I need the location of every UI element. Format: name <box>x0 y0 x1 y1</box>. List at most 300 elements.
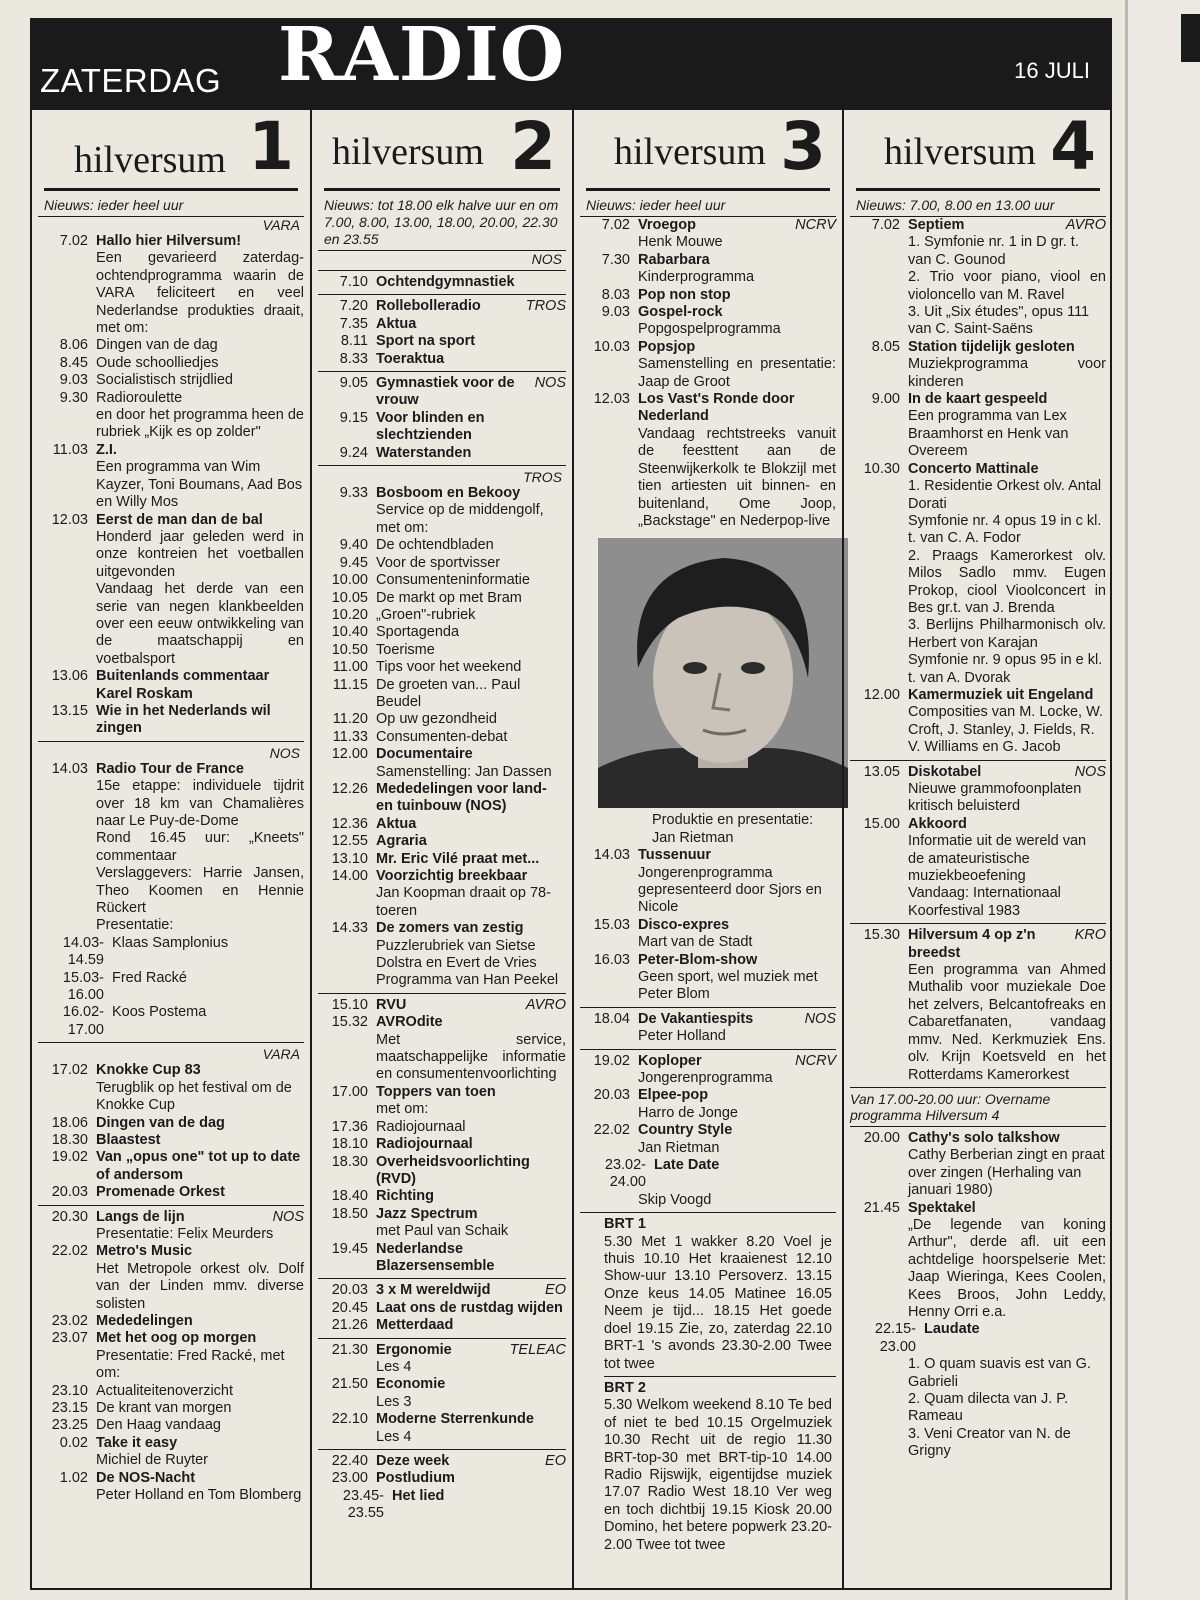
program-title <box>96 1243 304 1260</box>
program-text: 2. Trio voor piano, viool en violoncello van M. Ravel <box>908 269 1106 303</box>
program-time: 14.03 <box>593 847 630 864</box>
program-time: 20.00 <box>863 1129 900 1146</box>
program-time: 7.35 <box>339 315 368 332</box>
program-entry <box>850 704 1106 756</box>
program-entry <box>318 502 566 537</box>
program-text: Agraria <box>376 833 427 850</box>
program-time: 10.03 <box>593 338 630 355</box>
program-description <box>908 617 1106 652</box>
program-text: Geen sport, wel muziek met Peter Blom <box>638 968 818 1003</box>
program-time: 1.02 <box>59 1469 88 1486</box>
program-text: Spektakel <box>908 1199 976 1216</box>
portrait-photo-icon <box>598 538 848 808</box>
program-entry <box>318 298 566 315</box>
program-time <box>38 407 96 442</box>
program-entry <box>38 1226 304 1243</box>
program-time <box>38 1080 96 1115</box>
program-title <box>96 1184 304 1201</box>
program-description <box>638 1028 836 1045</box>
program-time: 12.03 <box>51 511 88 528</box>
program-entry <box>318 746 566 763</box>
program-title <box>376 781 566 816</box>
program-list <box>850 217 1106 1461</box>
program-title <box>924 1321 1106 1356</box>
program-title <box>638 217 836 234</box>
program-description <box>376 642 566 659</box>
program-time: 7.02 <box>871 217 900 233</box>
program-entry <box>580 1157 836 1192</box>
program-description <box>96 1383 304 1400</box>
program-text: Samenstelling en presentatie: Jaap de Groot <box>638 356 836 390</box>
program-title <box>376 746 566 763</box>
program-text: Laat ons de rustdag wijden <box>376 1299 563 1316</box>
program-description <box>376 572 566 589</box>
program-time <box>580 426 638 530</box>
divider <box>850 923 1106 924</box>
broadcaster-label: VARA <box>262 217 300 233</box>
program-text: 3. Berlijns Philharmonisch olv. Herbert von Karajan <box>908 617 1106 651</box>
program-time: 14.03 <box>51 760 88 777</box>
program-entry <box>318 572 566 589</box>
program-title <box>96 1330 304 1347</box>
program-text: Op uw gezondheid <box>376 711 497 728</box>
program-text: Symfonie nr. 9 opus 95 in e kl. t. van A. Dvorak <box>908 652 1103 686</box>
program-text: Popsjop <box>638 338 696 355</box>
program-text: Composities van M. Locke, W. Croft, J. Stanley, J. Fields, R. V. Williams en G. Jacob <box>908 704 1104 756</box>
photo-caption: Produktie en presentatie: Jan Rietman <box>652 812 814 846</box>
program-time: 21.26 <box>331 1317 368 1334</box>
broadcaster-label: NOS <box>269 744 300 761</box>
program-text: Een programma van Wim Kayzer, Toni Boumans, Aad Bos en Willy Mos <box>96 459 303 511</box>
program-text: AVROdite <box>376 1014 443 1031</box>
program-entry <box>38 372 304 389</box>
program-time <box>38 1261 96 1313</box>
program-description <box>96 778 304 830</box>
program-time: 19.02 <box>593 1052 630 1069</box>
program-text: Jongerenprogramma gepresenteerd door Sjors en Nicole <box>638 864 822 916</box>
program-text: Radio Tour de France <box>96 760 244 777</box>
program-text: Vroegop <box>638 217 697 233</box>
program-description <box>908 962 1106 1084</box>
program-time: 12.26 <box>331 780 368 797</box>
program-text: RVU <box>376 996 407 1013</box>
program-text: en door het programma heen de rubriek „Kijk es op zolder" <box>96 407 304 441</box>
program-entry <box>38 355 304 372</box>
program-time <box>318 764 376 781</box>
program-time: 22.10 <box>331 1411 368 1428</box>
program-text: 2. Quam dilecta van J. P. Rameau <box>908 1391 1069 1425</box>
program-description <box>376 659 566 676</box>
program-time <box>850 234 908 269</box>
program-text: Dingen van de dag <box>96 337 218 354</box>
program-time: 9.05 <box>339 375 368 392</box>
program-time: 20.30 <box>51 1208 88 1225</box>
column-heading <box>856 110 1100 191</box>
program-entry <box>318 1136 566 1153</box>
divider <box>318 1278 566 1279</box>
program-text: Aktua <box>376 315 417 332</box>
program-entry <box>38 1400 304 1417</box>
divider <box>318 371 566 372</box>
program-time: 11.00 <box>332 659 368 676</box>
program-entry <box>38 1080 304 1115</box>
divider <box>580 1212 836 1213</box>
page-header <box>30 12 1112 110</box>
divider <box>38 1042 304 1043</box>
divider <box>850 760 1106 761</box>
program-entry <box>850 1147 1106 1199</box>
program-entry <box>318 624 566 641</box>
program-text: Hilversum 4 op z'n breedst <box>908 927 1036 961</box>
program-entry <box>318 1453 566 1470</box>
program-entry <box>850 339 1106 356</box>
program-text: Toppers van toen <box>376 1083 496 1100</box>
program-entry <box>580 234 836 251</box>
program-entry <box>318 764 566 781</box>
program-entry <box>318 607 566 624</box>
program-entry <box>38 1209 304 1226</box>
program-text: Met het oog op morgen <box>96 1330 257 1347</box>
broadcaster-label: KRO <box>1074 927 1106 944</box>
program-text: De krant van morgen <box>96 1400 232 1416</box>
program-time <box>850 356 908 391</box>
program-time: 17.36 <box>331 1118 368 1135</box>
program-description <box>908 513 1106 548</box>
program-text: Consumenten-debat <box>376 728 508 745</box>
program-text: 1. Residentie Orkest olv. Antal Dorati <box>908 478 1102 512</box>
program-entry <box>580 356 836 391</box>
program-text: Het Metropole orkest olv. Dolf van der Linden mmv. diverse solisten <box>96 1260 304 1312</box>
program-entry <box>850 1130 1106 1147</box>
program-entry <box>580 969 836 1004</box>
program-text: Skip Voogd <box>638 1191 712 1208</box>
program-text: Tussenuur <box>638 847 712 864</box>
program-list <box>580 217 836 530</box>
program-time <box>318 1429 376 1446</box>
program-text: Disco-expres <box>638 916 730 933</box>
divider <box>318 465 566 466</box>
program-text: Vandaag het derde van een serie van negen klankbeelden over een eeuw ontwikkeling van de maatschappij en voetbalsport <box>96 581 304 667</box>
divider <box>38 741 304 742</box>
program-text: Presentatie: Fred Racké, met om: <box>96 1347 285 1382</box>
program-entry <box>38 970 304 1005</box>
program-text: Buitenlands commentaar Karel Roskam <box>96 668 270 702</box>
program-entry <box>38 1348 304 1383</box>
program-time <box>850 408 908 460</box>
program-time <box>580 1192 638 1209</box>
program-time: 11.15 <box>332 676 368 693</box>
program-time: 17.02 <box>51 1062 88 1079</box>
program-entry <box>850 781 1106 816</box>
program-entry <box>580 1087 836 1104</box>
program-time: 23.10 <box>51 1382 88 1399</box>
program-text: Mr. Eric Vilé praat met... <box>376 850 540 867</box>
program-time: 18.40 <box>331 1188 368 1205</box>
program-entry <box>318 410 566 445</box>
program-entry <box>318 1032 566 1084</box>
program-time: 15.32 <box>331 1014 368 1031</box>
program-text: Voor blinden en slechtzienden <box>376 409 485 444</box>
program-time: 23.45-23.55 <box>342 1487 384 1522</box>
program-title <box>376 851 566 868</box>
program-description <box>96 1400 304 1417</box>
program-entry <box>850 356 1106 391</box>
program-text: In de kaart gespeeld <box>908 391 1048 408</box>
program-text: De ochtendbladen <box>376 537 494 554</box>
program-entry <box>580 217 836 234</box>
program-text: Verslaggevers: Harrie Jansen, Theo Koomen en Hennie Rückert <box>96 865 304 917</box>
broadcaster-label: EO <box>545 1453 566 1469</box>
news-schedule: Nieuws: ieder heel uur <box>38 191 304 217</box>
program-time <box>580 1028 638 1045</box>
program-description <box>908 408 1106 460</box>
program-title <box>908 764 1106 781</box>
program-text: Pop non stop <box>638 286 731 303</box>
brt1-text: 5.30 Met 1 wakker 8.20 Voel je thuis 10.10 Het kraaienest 12.10 Show-uur 13.10 Persoverz. 13.15 Onze keus 14.05 Matinee 16.05 Neem je tijd... 18.15 Het goede doel 19.15 Zie, zo, zaterdag 22.10 BRT-1 's avonds 23.30-2.00 Twee tot twee <box>604 1233 832 1372</box>
program-title <box>376 1342 566 1359</box>
program-entry <box>580 391 836 426</box>
program-entry <box>850 962 1106 1084</box>
program-text: Vandaag rechtstreeks vanuit de feesttent aan de Steenwijkerkolk te Blokzijl met tien artiesten uit binnen- en buitenland, Ome Joop, „Backstage" en Nederpop-live <box>638 425 836 529</box>
program-time: 14.03-14.59 <box>62 934 104 969</box>
program-entry <box>318 781 566 816</box>
program-time: 15.03-16.00 <box>62 969 104 1004</box>
program-time: 9.00 <box>871 391 900 408</box>
program-text: „De legende van koning Arthur", derde afl. uit een achtdelige hoorspelserie Met: Jaap Wieringa, Kees Coolen, Kees Broos, John Leddy, Henny Orri e.a. <box>908 1216 1106 1320</box>
broadcaster-label: NOS <box>531 251 562 267</box>
program-text: Jan Koopman draait op 78-toeren <box>376 885 551 919</box>
program-text: Radioroulette <box>96 389 183 406</box>
program-text: Deze week <box>376 1453 450 1469</box>
program-text: Take it easy <box>96 1434 178 1451</box>
program-time: 21.50 <box>331 1376 368 1393</box>
program-list <box>318 251 566 1523</box>
broadcaster-label: TELEAC <box>509 1341 566 1358</box>
program-time: 8.33 <box>339 350 368 367</box>
program-entry <box>318 833 566 850</box>
program-title <box>376 1154 566 1189</box>
program-text: 1. Symfonie nr. 1 in D gr. t. van C. Gounod <box>908 234 1079 268</box>
program-title <box>96 1209 304 1226</box>
program-entry <box>318 1154 566 1189</box>
program-text: „Groen"-rubriek <box>376 606 476 623</box>
program-entry <box>38 1149 304 1184</box>
program-text: Mededelingen <box>96 1312 193 1329</box>
program-entry <box>38 1261 304 1313</box>
program-description <box>908 1391 1106 1426</box>
program-list <box>38 217 304 1504</box>
program-title <box>376 1188 566 1205</box>
program-title <box>376 1317 566 1334</box>
program-text: Promenade Orkest <box>96 1184 225 1201</box>
program-time <box>850 1426 908 1461</box>
program-text: Toerisme <box>376 641 435 658</box>
program-entry <box>38 1004 304 1039</box>
program-entry <box>38 1417 304 1434</box>
program-text: Vandaag: Internationaal Koorfestival 1983 <box>908 885 1061 919</box>
program-description <box>96 250 304 337</box>
program-entry <box>38 442 304 459</box>
program-text: Z.I. <box>96 441 117 458</box>
program-entry <box>318 938 566 990</box>
program-time <box>580 865 638 917</box>
program-entry <box>38 865 304 917</box>
divider <box>580 1049 836 1050</box>
program-description <box>908 704 1106 756</box>
program-entry <box>318 445 566 462</box>
program-text: Waterstanden <box>376 444 472 461</box>
station-number: 1 <box>248 108 294 185</box>
program-text: 3. Uit „Six études", opus 111 van C. Saint-Saëns <box>908 304 1090 338</box>
program-description <box>908 1147 1106 1199</box>
program-time: 19.02 <box>51 1149 88 1166</box>
program-entry <box>850 234 1106 269</box>
presenter-photo <box>598 538 848 808</box>
program-entry <box>38 459 304 511</box>
program-time: 23.07 <box>51 1330 88 1347</box>
program-text: Concerto Mattinale <box>908 460 1039 477</box>
program-title <box>96 1470 304 1487</box>
program-title <box>376 833 566 850</box>
program-description <box>376 1429 566 1446</box>
program-title <box>376 920 566 937</box>
program-title <box>376 410 566 445</box>
program-time: 18.10 <box>331 1136 368 1153</box>
program-description <box>112 970 304 1005</box>
program-time <box>850 781 908 816</box>
program-text: De Vakantiespits <box>638 1010 754 1027</box>
program-entry <box>38 1115 304 1132</box>
program-entry <box>318 711 566 728</box>
program-entry <box>318 1429 566 1446</box>
program-entry <box>318 375 566 410</box>
broadcaster-label: NCRV <box>795 217 836 233</box>
program-text: Gospel-rock <box>638 304 723 321</box>
program-entry <box>318 590 566 607</box>
program-time <box>38 581 96 668</box>
program-time: 21.45 <box>863 1199 900 1216</box>
program-text: Country Style <box>638 1122 733 1139</box>
program-time <box>38 830 96 865</box>
program-title <box>638 304 836 321</box>
program-time <box>38 1348 96 1383</box>
program-time <box>850 1147 908 1199</box>
program-text: Les 3 <box>376 1393 412 1410</box>
program-description <box>908 833 1106 885</box>
broadcaster-label: NOS <box>1074 763 1106 780</box>
program-text: Koos Postema <box>112 1004 207 1021</box>
program-time: 22.40 <box>331 1453 368 1469</box>
program-description <box>96 1452 304 1469</box>
program-entry <box>38 1470 304 1487</box>
program-description <box>96 459 304 511</box>
program-entry <box>318 885 566 920</box>
program-text: Kamermuziek uit Engeland <box>908 686 1094 703</box>
program-entry <box>38 935 304 970</box>
column-heading <box>324 110 560 191</box>
program-entry <box>38 1435 304 1452</box>
program-entry <box>38 1330 304 1347</box>
program-description <box>376 729 566 746</box>
program-text: Diskotabel <box>908 763 982 780</box>
program-text: 1. O quam suavis est van G. Gabrieli <box>908 1356 1091 1390</box>
program-text: Blaastest <box>96 1131 161 1148</box>
program-title <box>96 1313 304 1330</box>
program-entry <box>580 934 836 951</box>
program-time <box>580 1105 638 1122</box>
schedule-columns <box>30 110 1112 1590</box>
program-time <box>318 1101 376 1118</box>
column-hilversum-1 <box>32 110 310 1588</box>
program-text: Den Haag vandaag <box>96 1417 221 1434</box>
program-title <box>96 442 304 459</box>
program-entry <box>38 778 304 830</box>
program-time: 10.40 <box>331 624 368 641</box>
program-text: Een programma van Lex Braamhorst en Henk van Overeem <box>908 408 1069 460</box>
program-time: 23.02 <box>51 1312 88 1329</box>
program-time: 7.02 <box>601 217 630 233</box>
news-schedule: Nieuws: 7.00, 8.00 en 13.00 uur <box>850 191 1106 217</box>
program-time: 12.03 <box>593 391 630 408</box>
program-entry <box>850 687 1106 704</box>
news-schedule: Nieuws: tot 18.00 elk halve uur en om 7.00, 8.00, 13.00, 18.00, 20.00, 22.30 en 23.55 <box>318 191 566 251</box>
program-entry <box>318 555 566 572</box>
program-description <box>96 529 304 581</box>
program-time: 9.15 <box>339 409 368 426</box>
station-name: hilversum <box>614 131 766 173</box>
program-title <box>908 217 1106 234</box>
program-entry <box>850 1426 1106 1461</box>
program-text: Socialistisch strijdlied <box>96 372 233 389</box>
program-time: 22.02 <box>593 1122 630 1139</box>
program-entry <box>38 250 304 337</box>
program-time <box>318 1032 376 1084</box>
program-entry <box>318 1084 566 1101</box>
program-time <box>580 234 638 251</box>
program-text: Knokke Cup 83 <box>96 1062 201 1079</box>
program-description <box>112 1004 304 1039</box>
program-entry <box>318 1014 566 1031</box>
program-entry <box>850 652 1106 687</box>
program-time: 11.03 <box>52 441 88 458</box>
program-text: Terugblik op het festival om de Knokke Cup <box>96 1079 292 1114</box>
program-entry <box>580 1028 836 1045</box>
program-description <box>638 234 836 251</box>
program-text: De zomers van zestig <box>376 920 524 937</box>
program-entry <box>580 1122 836 1139</box>
brt2-title: BRT 2 <box>604 1379 646 1396</box>
program-time: 0.02 <box>59 1434 88 1451</box>
program-entry <box>850 833 1106 885</box>
program-description <box>112 935 304 970</box>
brt2-text: 5.30 Welkom weekend 8.10 Te bed of niet te bed 10.15 Orgelmuziek 10.30 Recht uit de regio 11.30 BRT-top-30 met BRT-tip-10 14.00 Radio Rijswijk, eigentijdse muziek 17.07 Radio West 18.10 Ver weg en toch dichtbij 19.15 Kiosk 20.00 Domino, het betere popwerk 23.20-2.00 Twee tot twee <box>604 1397 832 1553</box>
program-text: Puzzlerubriek van Sietse Dolstra en Evert de Vries Programma van Han Peekel <box>376 937 559 989</box>
program-time: 20.03 <box>51 1184 88 1201</box>
program-entry <box>850 478 1106 513</box>
program-title <box>638 1087 836 1104</box>
program-text: Langs de lijn <box>96 1208 185 1225</box>
program-entry <box>850 1217 1106 1321</box>
program-description <box>376 938 566 990</box>
program-time <box>38 250 96 337</box>
program-time: 10.50 <box>331 641 368 658</box>
program-entry <box>580 287 836 304</box>
program-time <box>850 548 908 618</box>
program-time <box>850 962 908 1084</box>
program-text: Symfonie nr. 4 opus 19 in c kl. t. van C. A. Fodor <box>908 512 1102 547</box>
program-text: Documentaire <box>376 746 473 763</box>
program-description <box>96 355 304 372</box>
